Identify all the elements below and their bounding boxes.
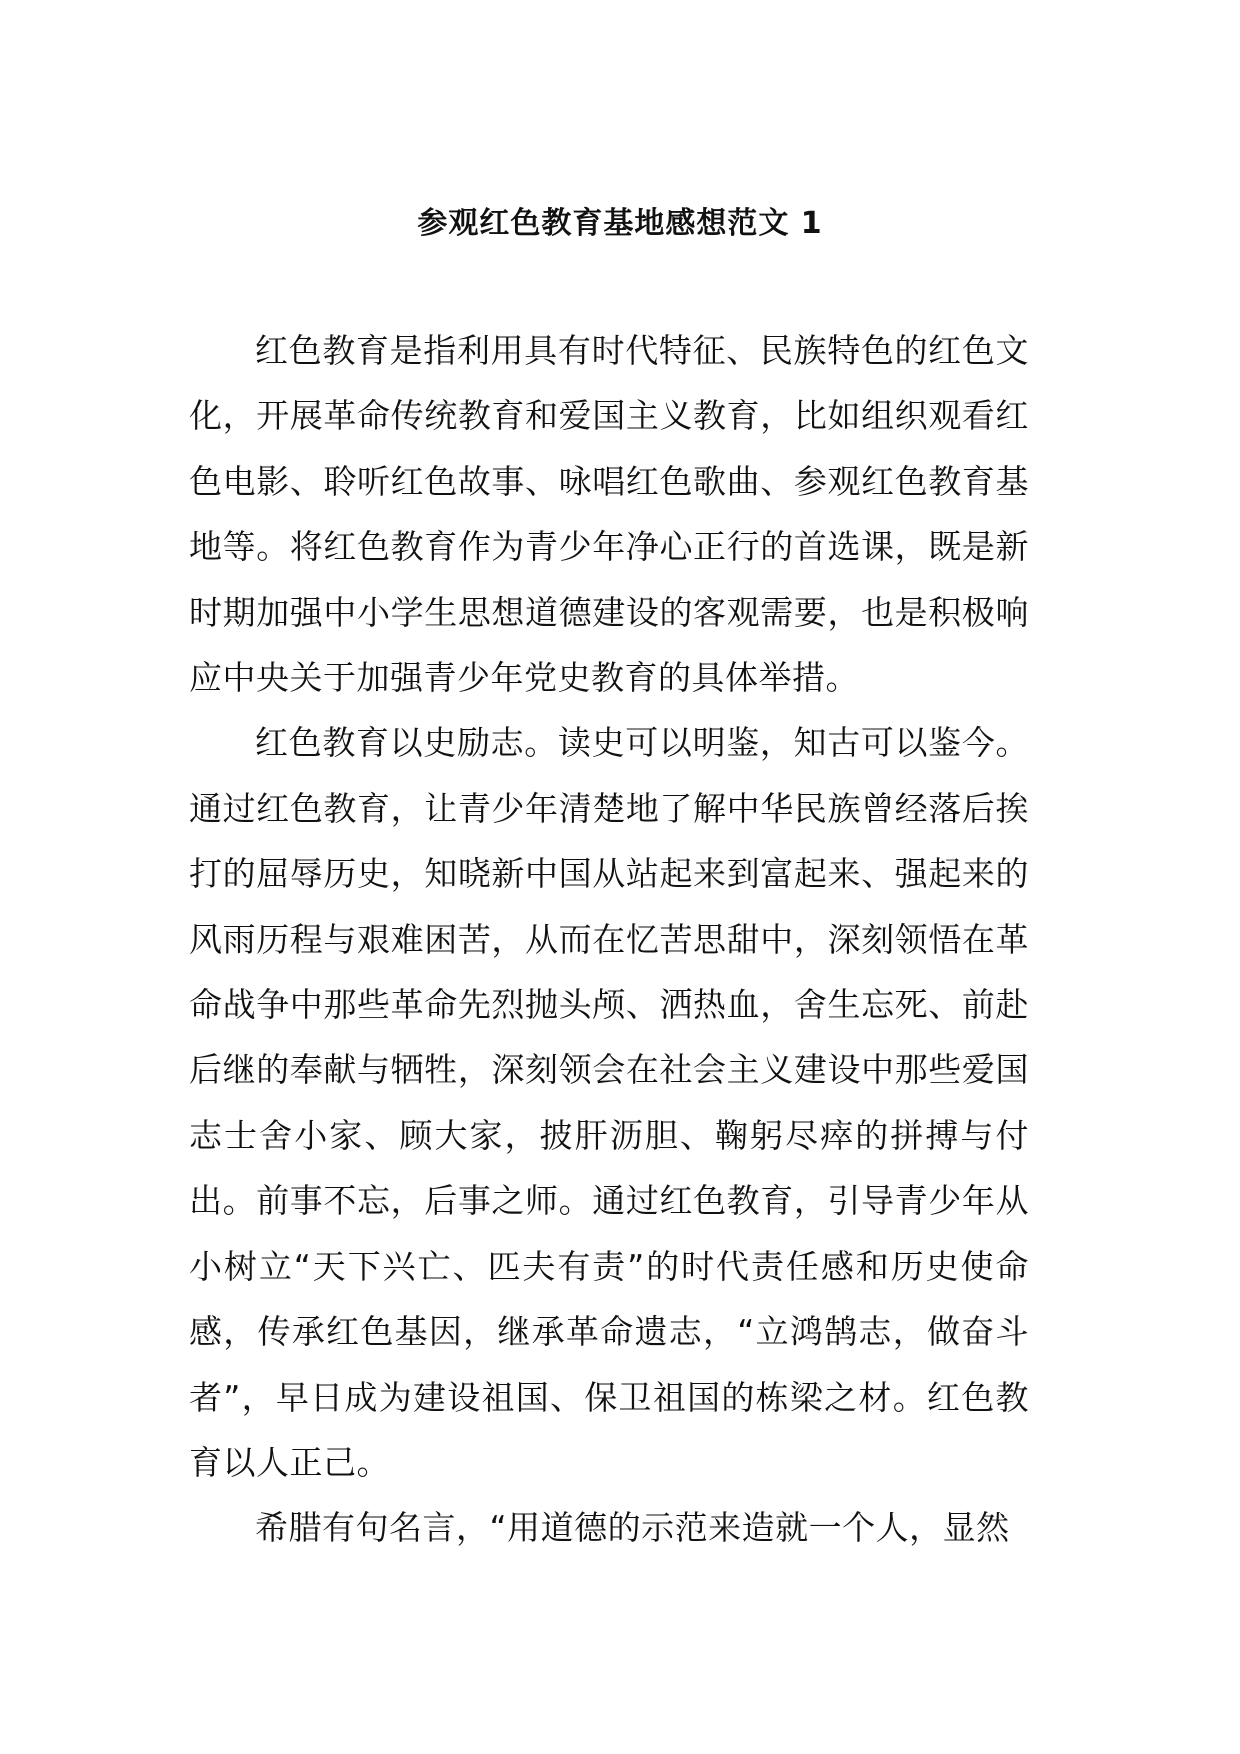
paragraph: 希腊有句名言，“用道德的示范来造就一个人，显然 xyxy=(255,1508,1010,1548)
paragraph: 红色教育是指利用具有时代特征、民族特色的红色文化，开展革命传统教育和爱国主义教育，比如组织观看红色电影、聆听红色故事、咏唱红色歌曲、参观红色教育基地等。将红色教育作为青少年净心正行的首选课，既是新时期加强中小学生思想道德建设的客观需要，也是积极响应中央关于加强青少年党史教育的具体举措。 xyxy=(189,331,1029,698)
document-title: 参观红色教育基地感想范文 1 xyxy=(417,206,823,241)
paragraph: 红色教育以史励志。读史可以明鉴，知古可以鉴今。通过红色教育，让青少年清楚地了解中华民族曾经落后挨打的屈辱历史，知晓新中国从站起来到富起来、强起来的风雨历程与艰难困苦，从而在忆苦思甜中，深刻领悟在革命战争中那些革命先烈抛头颅、洒热血，舍生忘死、前赴后继的奉献与牺牲，深刻领会在社会主义建设中那些爱国志士舍小家、顾大家，披肝沥胆、鞠躬尽瘁的拼搏与付出。前事不忘，后事之师。通过红色教育，引导青少年从小树立“天下兴亡、匹夫有责”的时代责任感和历史使命感，传承红色基因，继承革命遗志，“立鸿鹄志，做奋斗者”，早日成为建设祖国、保卫祖国的栋梁之材。红色教育以人正己。 xyxy=(189,723,1029,1482)
document-body xyxy=(189,318,1029,1561)
